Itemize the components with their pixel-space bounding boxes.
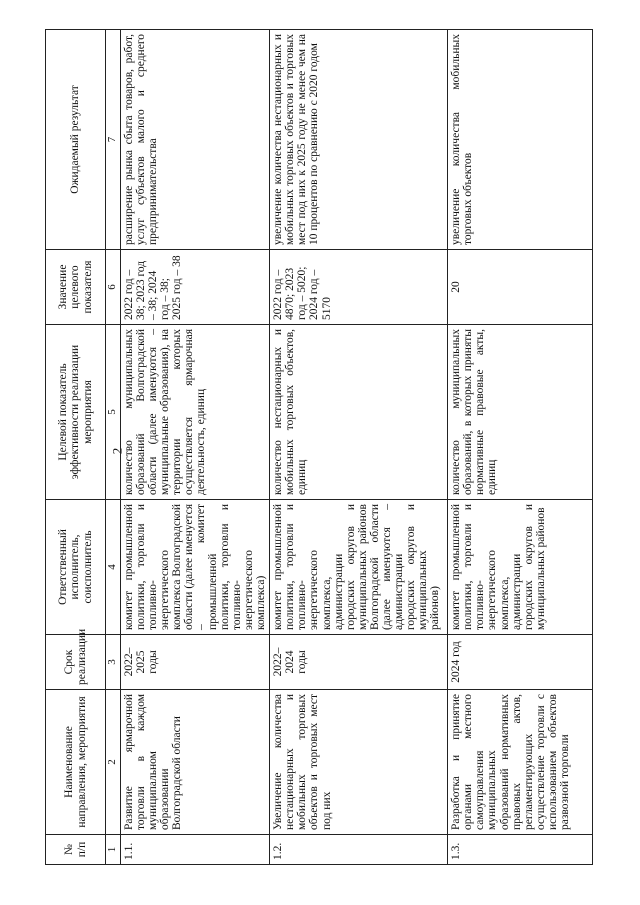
row-num: 1.3. xyxy=(448,835,593,865)
row-name: Развитие ярмарочной торговли в каждом муниципальном образовании Волгоградской области xyxy=(120,690,270,835)
rotated-table-wrapper xyxy=(45,30,590,865)
row-name: Увеличение количества нестационарных и мобильных торговых объектов и торговых мест под них xyxy=(270,690,448,835)
row-num: 1.1. xyxy=(120,835,270,865)
row-result: увеличение количества нестационарных и мобильных торговых объектов и торговых мест под них к 2025 году не менее чем на 10 процентов по сравнению с 2020 годом xyxy=(270,30,448,250)
column-number: 3 xyxy=(106,635,121,690)
page-number: 2 xyxy=(109,447,125,455)
row-indicator: количество муниципальных образований, в которых приняты нормативные правовые акты, единиц xyxy=(448,325,593,500)
row-term: 2024 год xyxy=(448,635,593,690)
row-executor: комитет промышленной политики, торговли и топливно-энергетического комплекса Волгоградской области (далее именуется – комитет промышленной политики, торговли и топливно-энергетического комплекса) xyxy=(120,500,270,635)
header-indicator: Целевой показатель эффективности реализации мероприятия xyxy=(46,325,106,500)
header-value: Значение целевого показателя xyxy=(46,250,106,325)
header-name: Наименование направления, мероприятия xyxy=(46,690,106,835)
row-indicator: количество нестационарных и мобильных торговых объектов, единиц xyxy=(270,325,448,500)
table-row xyxy=(120,30,270,865)
row-value: 20 xyxy=(448,250,593,325)
table-row xyxy=(270,30,448,865)
row-result: увеличение количества мобильных торговых объектов xyxy=(448,30,593,250)
table-header-row xyxy=(46,30,106,865)
table-row xyxy=(448,30,593,865)
header-num: № п/п xyxy=(46,835,106,865)
row-term: 2022–2024 годы xyxy=(270,635,448,690)
header-result: Ожидаемый результат xyxy=(46,30,106,250)
column-number: 4 xyxy=(106,500,121,635)
row-executor: комитет промышленной политики, торговли и топливно-энергетического комплекса, администрации городских округов и муниципальных районов xyxy=(448,500,593,635)
header-term: Срок реализации xyxy=(46,635,106,690)
column-number: 6 xyxy=(106,250,121,325)
row-executor: комитет промышленной политики, торговли и топливно-энергетического комплекса, администрации городских округов и муниципальных районов Волгоградской области (далее именуются – администрации городских округов и муниципальных районов) xyxy=(270,500,448,635)
row-name: Разработка и принятие органами местного самоуправления муниципальных образований нормативных правовых актов, регламентирующих осуществление торговли с использованием объектов развозной торговли xyxy=(448,690,593,835)
column-number: 5 xyxy=(106,325,121,500)
row-value: 2022 год – 38; 2023 год – 38; 2024 год – 38; 2025 год – 38 xyxy=(120,250,270,325)
row-value: 2022 год – 4870; 2023 год – 5020; 2024 год – 5170 xyxy=(270,250,448,325)
row-term: 2022–2025 годы xyxy=(120,635,270,690)
row-result: расширение рынка сбыта товаров, работ, услуг субъектов малого и среднего предпринимательства xyxy=(120,30,270,250)
measures-table xyxy=(45,29,593,865)
column-number: 2 xyxy=(106,690,121,835)
row-num: 1.2. xyxy=(270,835,448,865)
row-indicator: количество муниципальных образований Волгоградской области (далее именуются – муниципальные образования), на территории которых осуществляется ярмарочная деятельность, единиц xyxy=(120,325,270,500)
column-number-row xyxy=(106,30,121,865)
header-executor: Ответственный исполнитель, соисполнитель xyxy=(46,500,106,635)
column-number: 7 xyxy=(106,30,121,250)
column-number: 1 xyxy=(106,835,121,865)
